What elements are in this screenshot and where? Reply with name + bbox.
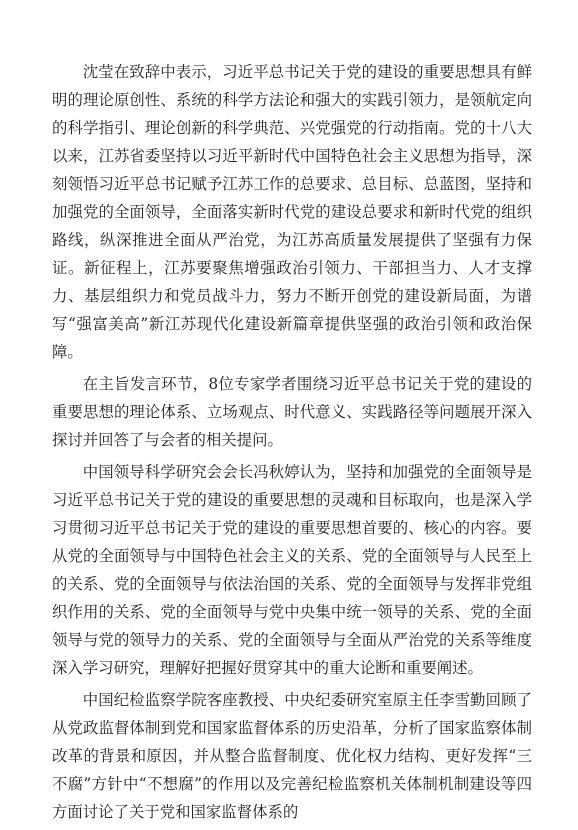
article-body [52, 58, 532, 830]
paragraph-4: 中国纪检监察学院客座教授、中央纪委研究室原主任李雪勤回顾了从党政监督体制到党和国家监督体系的历史沿革，分析了国家监察体制改革的背景和原因，并从整合监督制度、优化权力结构、更好发挥“三不腐”方针中“不想腐”的作用以及完善纪检监察机关体制机制建设等四方面讨论了关于党和国家监督体系的 [52, 691, 532, 821]
paragraph-3: 中国领导科学研究会会长冯秋婷认为，坚持和加强党的全面领导是习近平总书记关于党的建设的重要思想的灵魂和目标取向，也是深入学习贯彻习近平总书记关于党的建设的重要思想首要的、核心的内容。要从党的全面领导与中国特色社会主义的关系、党的全面领导与人民至上的关系、党的全面领导与依法治国的关系、党的全面领导与发挥非党组织作用的关系、党的全面领导与党中央集中统一领导的关系、党的全面领导与党的领导力的关系、党的全面领导与全面从严治党的关系等维度深入学习研究，理解好把握好贯穿其中的重大论断和重要阐述。 [52, 463, 532, 677]
paragraph-1: 沈莹在致辞中表示，习近平总书记关于党的建设的重要思想具有鲜明的理论原创性、系统的科学方法论和强大的实践引领力，是领航定向的科学指引、理论创新的科学典范、兴党强党的行动指南。党的十八大以来，江苏省委坚持以习近平新时代中国特色社会主义思想为指导，深刻领悟习近平总书记赋予江苏工作的总要求、总目标、总蓝图，坚持和加强党的全面领导，全面落实新时代党的建设总要求和新时代党的组织路线，纵深推进全面从严治党，为江苏高质量发展提供了坚强有力保证。新征程上，江苏要聚焦增强政治引领力、干部担当力、人才支撑力、基层组织力和党员战斗力，努力不断开创党的建设新局面，为谱写“强富美高”新江苏现代化建设新篇章提供坚强的政治引领和政治保障。 [52, 63, 532, 361]
paragraph-2: 在主旨发言环节，8位专家学者围绕习近平总书记关于党的建设的重要思想的理论体系、立场观点、时代意义、实践路径等问题展开深入探讨并回答了与会者的相关提问。 [52, 375, 532, 449]
